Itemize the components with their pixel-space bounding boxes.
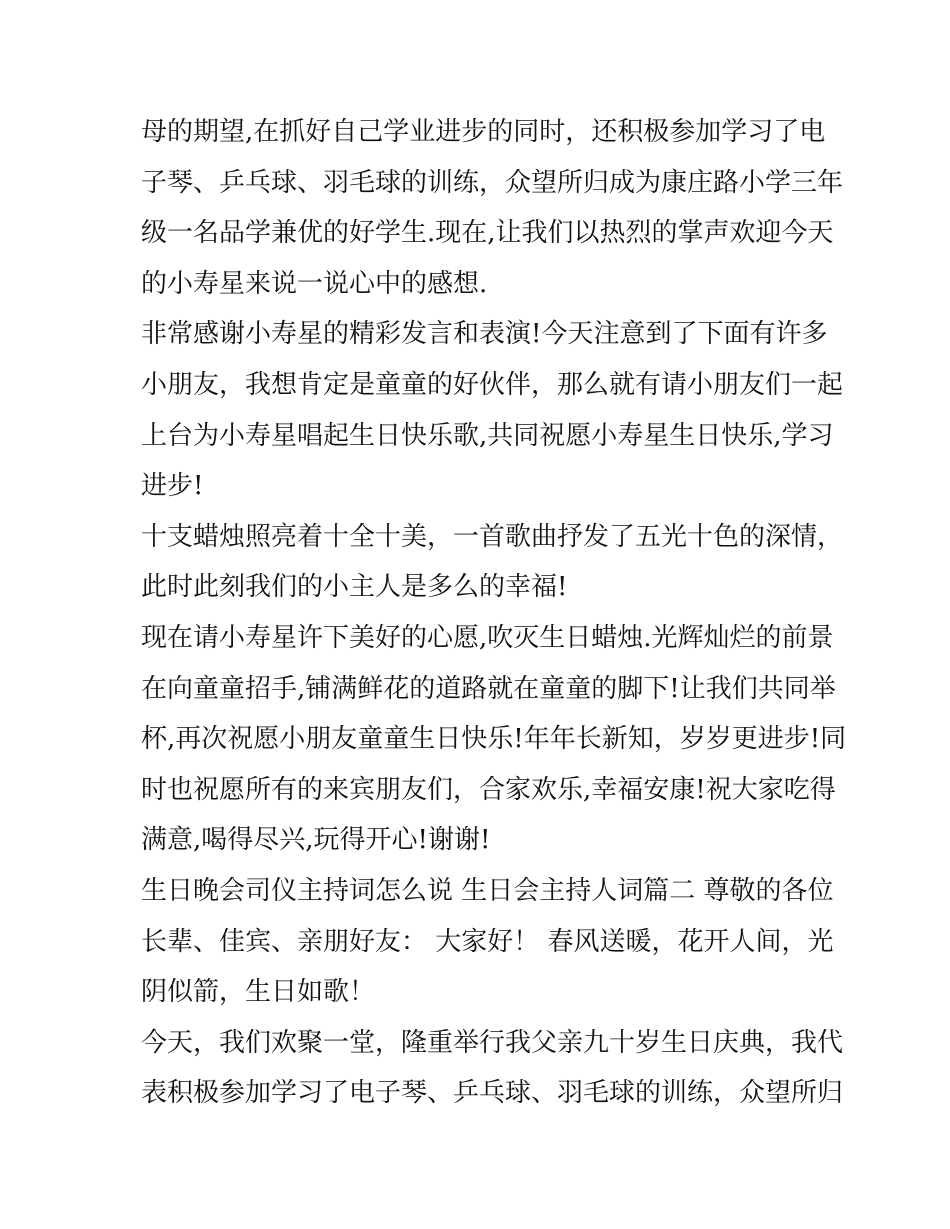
text-line: 杯,再次祝愿小朋友童童生日快乐!年年长新知，岁岁更进步!同 xyxy=(141,724,847,755)
text-line: 表积极参加学习了电子琴、乒乓球、羽毛球的训练，众望所归 xyxy=(141,1078,844,1109)
text-line: 现在请小寿星许下美好的心愿,吹灭生日蜡烛.光辉灿烂的前景 xyxy=(141,622,834,653)
text-line: 长辈、佳宾、亲朋好友： 大家好！ 春风送暖，花开人间，光 xyxy=(141,926,834,957)
text-line: 生日晚会司仪主持词怎么说 生日会主持人词篇二 尊敬的各位 xyxy=(141,875,834,906)
document-body xyxy=(141,107,847,1119)
text-line: 小朋友，我想肯定是童童的好伙伴，那么就有请小朋友们一起 xyxy=(141,369,844,400)
text-line: 母的期望,在抓好自己学业进步的同时，还积极参加学习了电 xyxy=(141,117,826,147)
text-line: 十支蜡烛照亮着十全十美，一首歌曲抒发了五光十色的深情， xyxy=(141,521,844,552)
text-line: 阴似箭，生日如歌！ xyxy=(141,977,376,1008)
text-line: 满意,喝得尽兴,玩得开心!谢谢! xyxy=(141,825,491,856)
text-line: 在向童童招手,铺满鲜花的道路就在童童的脚下!让我们共同举 xyxy=(141,673,836,704)
text-line: 上台为小寿星唱起生日快乐歌,共同祝愿小寿星生日快乐,学习 xyxy=(141,420,834,451)
text-line: 此时此刻我们的小主人是多么的幸福! xyxy=(141,572,568,603)
text-line: 进步! xyxy=(141,471,204,502)
text-line: 级一名品学兼优的好学生.现在,让我们以热烈的掌声欢迎今天 xyxy=(141,218,834,249)
text-line: 时也祝愿所有的来宾朋友们，合家欢乐,幸福安康!祝大家吃得 xyxy=(141,774,836,805)
text-line: 子琴、乒乓球、羽毛球的训练，众望所归成为康庄路小学三年 xyxy=(141,167,844,198)
text-line: 今天，我们欢聚一堂，隆重举行我父亲九十岁生日庆典，我代 xyxy=(141,1027,844,1058)
text-line: 的小寿星来说一说心中的感想. xyxy=(141,268,488,299)
text-line: 非常感谢小寿星的精彩发言和表演!今天注意到了下面有许多 xyxy=(141,319,828,350)
